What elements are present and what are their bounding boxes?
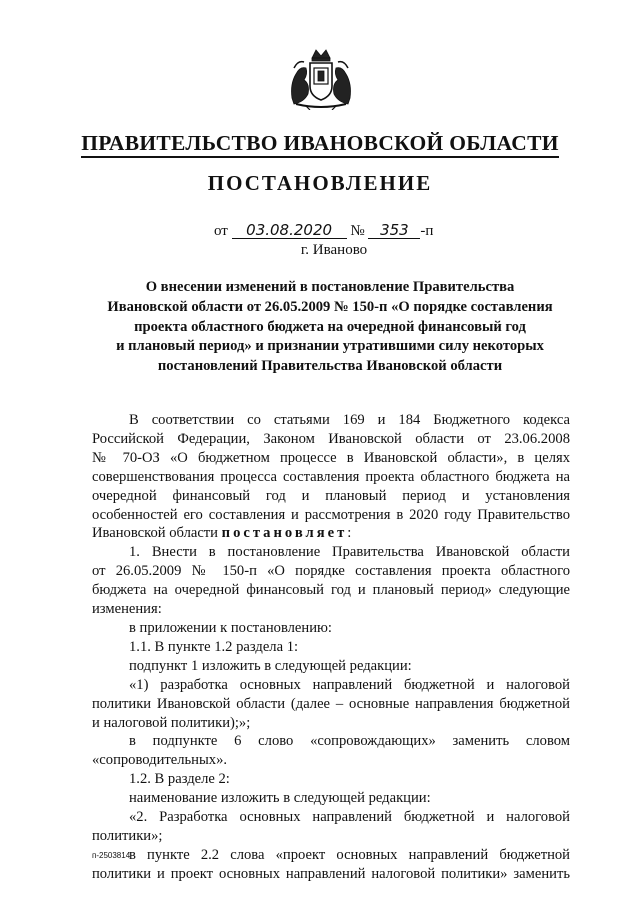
date-number-line: от 03.08.2020 № 353 -п: [214, 221, 434, 239]
quote-1-paragraph: «1) разработка основных направлений бюджетной и налоговой политики Ивановской области (далее – основные направления бюджетной и налоговой политики);»;: [92, 676, 570, 731]
coat-of-arms-emblem: [286, 48, 356, 110]
item-1-2-line: 1.2. В разделе 2:: [129, 771, 230, 788]
document-body: [92, 411, 570, 884]
subitem-6-paragraph: в подпункте 6 слово «сопровождающих» заменить словом «сопроводительных».: [92, 733, 570, 769]
subitem-1-line: подпункт 1 изложить в следующей редакции:: [129, 657, 412, 674]
city-name: г. Иваново: [300, 242, 368, 258]
document-date: 03.08.2020: [232, 222, 347, 239]
organization-title: ПРАВИТЕЛЬСТВО ИВАНОВСКОЙ ОБЛАСТИ: [0, 131, 640, 156]
item-2-2-paragraph: в пункте 2.2 слова «проект основных направлений бюджетной политики и проект основных направлений налоговой политики» заменить: [92, 846, 570, 882]
quote-2-paragraph: «2. Разработка основных направлений бюджетной и налоговой политики»;: [92, 809, 570, 844]
document-code: п-2503814: [92, 851, 131, 860]
decree-word: постановляет: [221, 525, 348, 542]
preamble-paragraph: В соответствии со статьями 169 и 184 Бюджетного кодекса Российской Федерации, Законом Ивановской области от 23.06.2008 № 70-ОЗ «О бюджетном процессе в Ивановской области», в целях совершенствования процесса составления проекта областного бюджета на очередной финансовый год и плановый период и установления особенностей его составления и рассмотрения в 2020 году Правительство Ивановской области постановляет:: [92, 412, 570, 542]
annex-line: в приложении к постановлению:: [129, 619, 332, 636]
document-subject: О внесении изменений в постановление Правительства Ивановской области от 26.05.2009 № 150-п «О порядке составления проекта областного бюджета на очередной финансовый год и плановый период» и признании утратившими силу некоторых постановлений Правительства Ивановской области: [107, 279, 553, 375]
item-1-1-line: 1.1. В пункте 1.2 раздела 1:: [129, 638, 299, 655]
document-type-title: ПОСТАНОВЛЕНИЕ: [207, 171, 433, 195]
name-line: наименование изложить в следующей редакции:: [129, 790, 431, 807]
document-number: 353: [368, 222, 420, 239]
item-1-paragraph: 1. Внести в постановление Правительства Ивановской области от 26.05.2009 № 150-п «О порядке составления проекта областного бюджета на очередной финансовый год и плановый период» следующие изменения:: [92, 544, 570, 618]
